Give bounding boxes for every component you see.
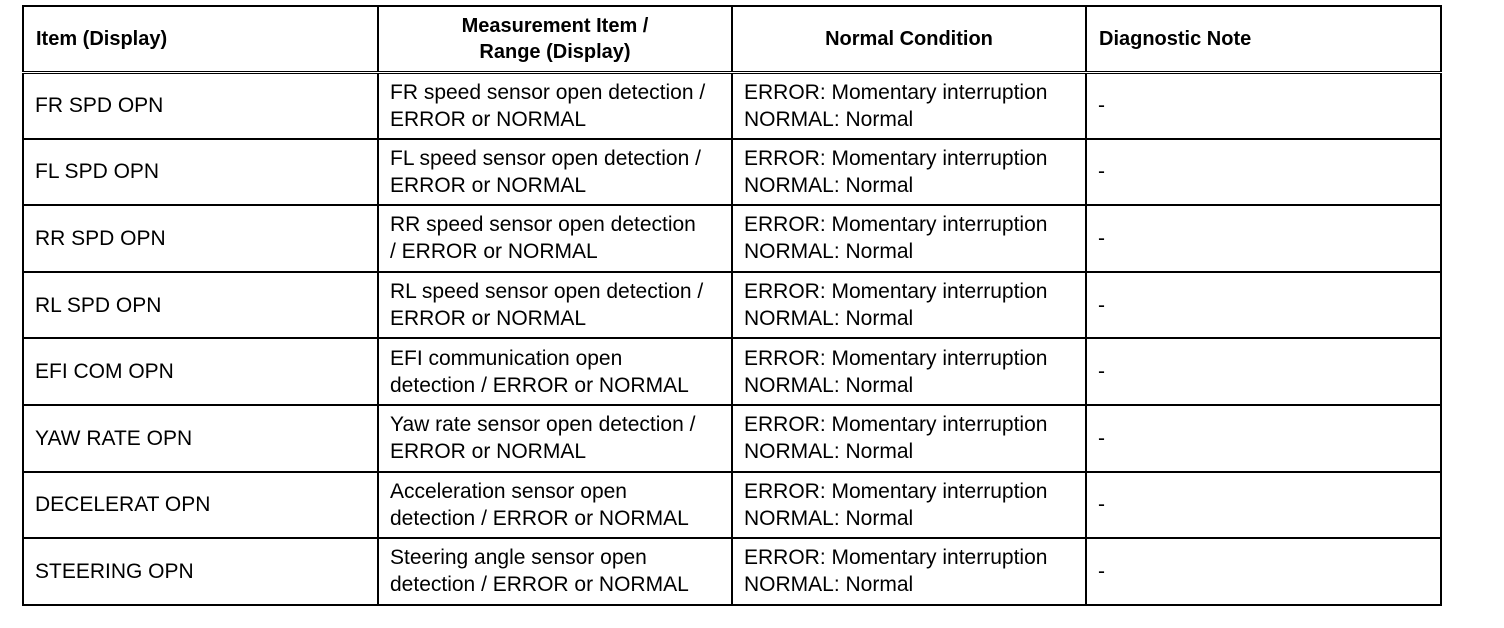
- normal-line2: NORMAL: Normal: [744, 107, 914, 131]
- normal-line2: NORMAL: Normal: [744, 173, 914, 197]
- diagnostic-table-container: [22, 5, 1440, 606]
- measurement-line2: ERROR or NORMAL: [390, 307, 587, 331]
- normal-line1: ERROR: Momentary interruption: [744, 479, 1048, 503]
- table-row: [23, 72, 1441, 139]
- measurement-cell: [378, 72, 732, 139]
- normal-line2: NORMAL: Normal: [744, 440, 914, 464]
- table-header: [23, 6, 1441, 72]
- measurement-line2: detection / ERROR or NORMAL: [390, 373, 689, 397]
- measurement-cell: [378, 405, 732, 472]
- measurement-line1: RR speed sensor open detection: [390, 213, 696, 237]
- note-cell: -: [1086, 205, 1441, 272]
- measurement-line2: detection / ERROR or NORMAL: [390, 573, 689, 597]
- item-cell: FL SPD OPN: [23, 139, 378, 206]
- header-measurement-line1: Measurement Item /: [461, 14, 649, 37]
- normal-line1: ERROR: Momentary interruption: [744, 346, 1048, 370]
- item-cell: EFI COM OPN: [23, 338, 378, 405]
- note-cell: -: [1086, 538, 1441, 605]
- normal-condition-cell: [732, 338, 1086, 405]
- table-row: [23, 538, 1441, 605]
- measurement-line2: detection / ERROR or NORMAL: [390, 506, 689, 530]
- item-cell: RR SPD OPN: [23, 205, 378, 272]
- measurement-line1: FR speed sensor open detection /: [390, 80, 706, 104]
- note-cell: -: [1086, 338, 1441, 405]
- table-row: [23, 338, 1441, 405]
- measurement-line1: RL speed sensor open detection /: [390, 280, 704, 304]
- table-row: [23, 205, 1441, 272]
- note-cell: -: [1086, 139, 1441, 206]
- measurement-cell: [378, 538, 732, 605]
- item-cell: YAW RATE OPN: [23, 405, 378, 472]
- header-diagnostic-note: Diagnostic Note: [1086, 6, 1441, 72]
- measurement-line1: Steering angle sensor open: [390, 546, 647, 570]
- normal-line1: ERROR: Momentary interruption: [744, 213, 1048, 237]
- measurement-line1: FL speed sensor open detection /: [390, 146, 701, 170]
- item-cell: FR SPD OPN: [23, 72, 378, 139]
- header-normal-condition: Normal Condition: [732, 6, 1086, 72]
- normal-condition-cell: [732, 272, 1086, 339]
- note-cell: -: [1086, 405, 1441, 472]
- measurement-line1: Yaw rate sensor open detection /: [390, 413, 696, 437]
- header-item: Item (Display): [23, 6, 378, 72]
- normal-condition-cell: [732, 139, 1086, 206]
- normal-line1: ERROR: Momentary interruption: [744, 413, 1048, 437]
- normal-condition-cell: [732, 205, 1086, 272]
- normal-line1: ERROR: Momentary interruption: [744, 280, 1048, 304]
- note-cell: -: [1086, 272, 1441, 339]
- item-cell: STEERING OPN: [23, 538, 378, 605]
- normal-line2: NORMAL: Normal: [744, 373, 914, 397]
- measurement-cell: [378, 472, 732, 539]
- normal-condition-cell: [732, 472, 1086, 539]
- normal-line2: NORMAL: Normal: [744, 573, 914, 597]
- normal-line2: NORMAL: Normal: [744, 506, 914, 530]
- normal-condition-cell: [732, 72, 1086, 139]
- header-measurement-line2: Range (Display): [479, 40, 631, 63]
- normal-condition-cell: [732, 405, 1086, 472]
- table-row: [23, 472, 1441, 539]
- note-cell: -: [1086, 472, 1441, 539]
- measurement-line1: Acceleration sensor open: [390, 479, 627, 503]
- diagnostic-data-table: [22, 5, 1442, 606]
- normal-line1: ERROR: Momentary interruption: [744, 546, 1048, 570]
- note-cell: -: [1086, 72, 1441, 139]
- normal-condition-cell: [732, 538, 1086, 605]
- normal-line1: ERROR: Momentary interruption: [744, 146, 1048, 170]
- header-row: [23, 6, 1441, 72]
- normal-line1: ERROR: Momentary interruption: [744, 80, 1048, 104]
- item-cell: DECELERAT OPN: [23, 472, 378, 539]
- measurement-cell: [378, 338, 732, 405]
- measurement-line2: / ERROR or NORMAL: [390, 240, 598, 264]
- measurement-cell: [378, 205, 732, 272]
- table-row: [23, 405, 1441, 472]
- normal-line2: NORMAL: Normal: [744, 307, 914, 331]
- table-body: [23, 72, 1441, 605]
- measurement-cell: [378, 272, 732, 339]
- table-row: [23, 139, 1441, 206]
- table-row: [23, 272, 1441, 339]
- measurement-line2: ERROR or NORMAL: [390, 173, 587, 197]
- measurement-line2: ERROR or NORMAL: [390, 440, 587, 464]
- normal-line2: NORMAL: Normal: [744, 240, 914, 264]
- measurement-cell: [378, 139, 732, 206]
- item-cell: RL SPD OPN: [23, 272, 378, 339]
- measurement-line1: EFI communication open: [390, 346, 623, 370]
- measurement-line2: ERROR or NORMAL: [390, 107, 587, 131]
- header-measurement: [378, 6, 732, 72]
